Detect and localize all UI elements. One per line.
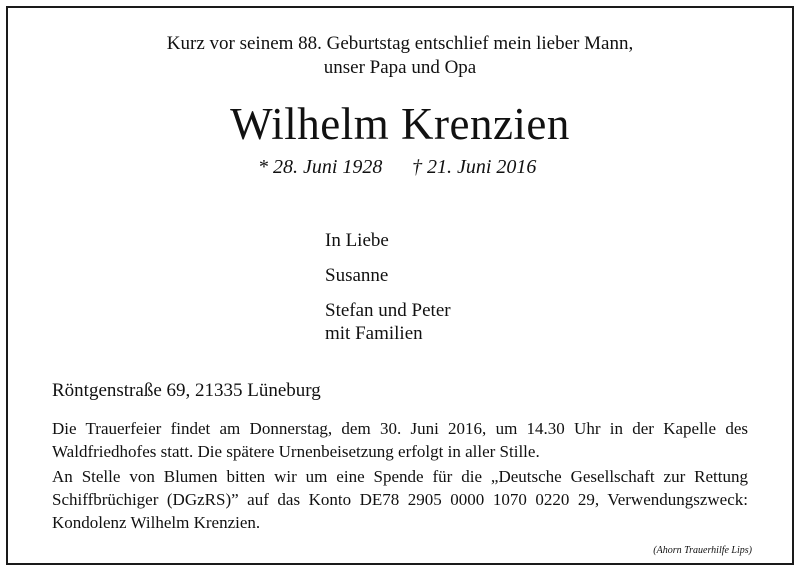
funeral-home-credit: (Ahorn Trauerhilfe Lips) xyxy=(653,545,752,556)
mourner-familien: mit Familien xyxy=(325,323,423,344)
mourner-in-liebe: In Liebe xyxy=(325,230,389,251)
birth-date: * 28. Juni 1928 xyxy=(258,156,383,178)
donation-info: An Stelle von Blumen bitten wir um eine Spende für die „Deutsche Gesellschaft zur Rettung Schiffbrüchiger (DGzRS)” auf das Konto DE78 2905 0000 1070 0220 29, Verwendungszweck: Kondolenz Wilhelm Krenzien. xyxy=(52,467,748,532)
funeral-info: Die Trauerfeier findet am Donnerstag, dem 30. Juni 2016, um 14.30 Uhr in der Kapelle des Waldfriedhofes statt. Die spätere Urnenbeisetzung erfolgt in aller Stille. xyxy=(52,419,748,461)
address: Röntgenstraße 69, 21335 Lüneburg xyxy=(52,380,321,401)
mourner-stefan-peter: Stefan und Peter xyxy=(325,300,451,321)
intro-line-1: Kurz vor seinem 88. Geburtstag entschlief mein lieber Mann, xyxy=(166,33,634,54)
intro-line-2: unser Papa und Opa xyxy=(323,57,477,78)
death-date: † 21. Juni 2016 xyxy=(412,156,537,178)
mourner-susanne: Susanne xyxy=(325,265,389,286)
deceased-name: Wilhelm Krenzien xyxy=(230,99,570,149)
